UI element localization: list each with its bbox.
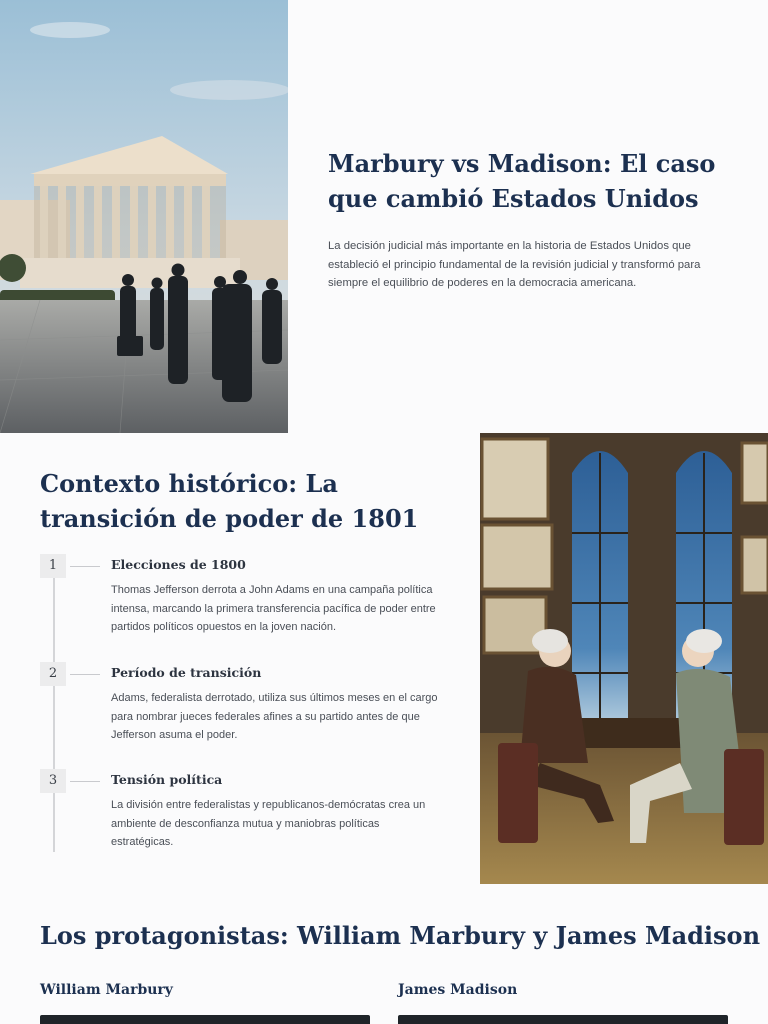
timeline-connector — [70, 566, 100, 567]
context-title: Contexto histórico: La transición de poder de 1801 — [40, 469, 419, 533]
timeline-heading: Tensión política — [111, 772, 223, 787]
timeline-body: Adams, federalista derrotado, utiliza sus últimos meses en el cargo para nombrar jueces federales afines a su partido antes de que Jefferson asuma el poder. — [111, 692, 438, 742]
protagonists-title: Los protagonistas: William Marbury y James Madison — [40, 921, 761, 950]
hero-title: Marbury vs Madison: El caso que cambió Estados Unidos — [328, 149, 716, 213]
timeline-connector — [70, 674, 100, 675]
hero-image — [0, 0, 288, 433]
madison-portrait-image — [398, 1015, 728, 1024]
protagonist-name-madison: James Madison — [398, 982, 518, 998]
context-section — [40, 466, 440, 536]
timeline-number: 1 — [40, 554, 66, 578]
timeline-number: 3 — [40, 769, 66, 793]
hero-text-block — [328, 146, 728, 293]
founders-painting-illustration — [480, 433, 768, 884]
timeline-connector — [70, 781, 100, 782]
context-image — [480, 433, 768, 884]
timeline-body: Thomas Jefferson derrota a John Adams en una campaña política intensa, marcando la primera transferencia pacífica de poder entre partidos políticos opuestos en la joven nación. — [111, 584, 436, 634]
protagonist-name-marbury: William Marbury — [40, 982, 173, 998]
supreme-court-illustration — [0, 0, 288, 433]
marbury-portrait-image — [40, 1015, 370, 1024]
timeline-body: La división entre federalistas y republicanos-demócratas crea un ambiente de desconfianza mutua y maniobras políticas estratégicas. — [111, 799, 426, 849]
timeline-line — [53, 566, 55, 852]
hero-description: La decisión judicial más importante en la historia de Estados Unidos que estableció el principio fundamental de la revisión judicial y transformó para siempre el equilibrio de poderes en la democracia americana. — [328, 240, 701, 290]
timeline-heading: Elecciones de 1800 — [111, 557, 246, 572]
timeline — [40, 554, 440, 854]
timeline-number: 2 — [40, 662, 66, 686]
timeline-heading: Período de transición — [111, 665, 262, 680]
